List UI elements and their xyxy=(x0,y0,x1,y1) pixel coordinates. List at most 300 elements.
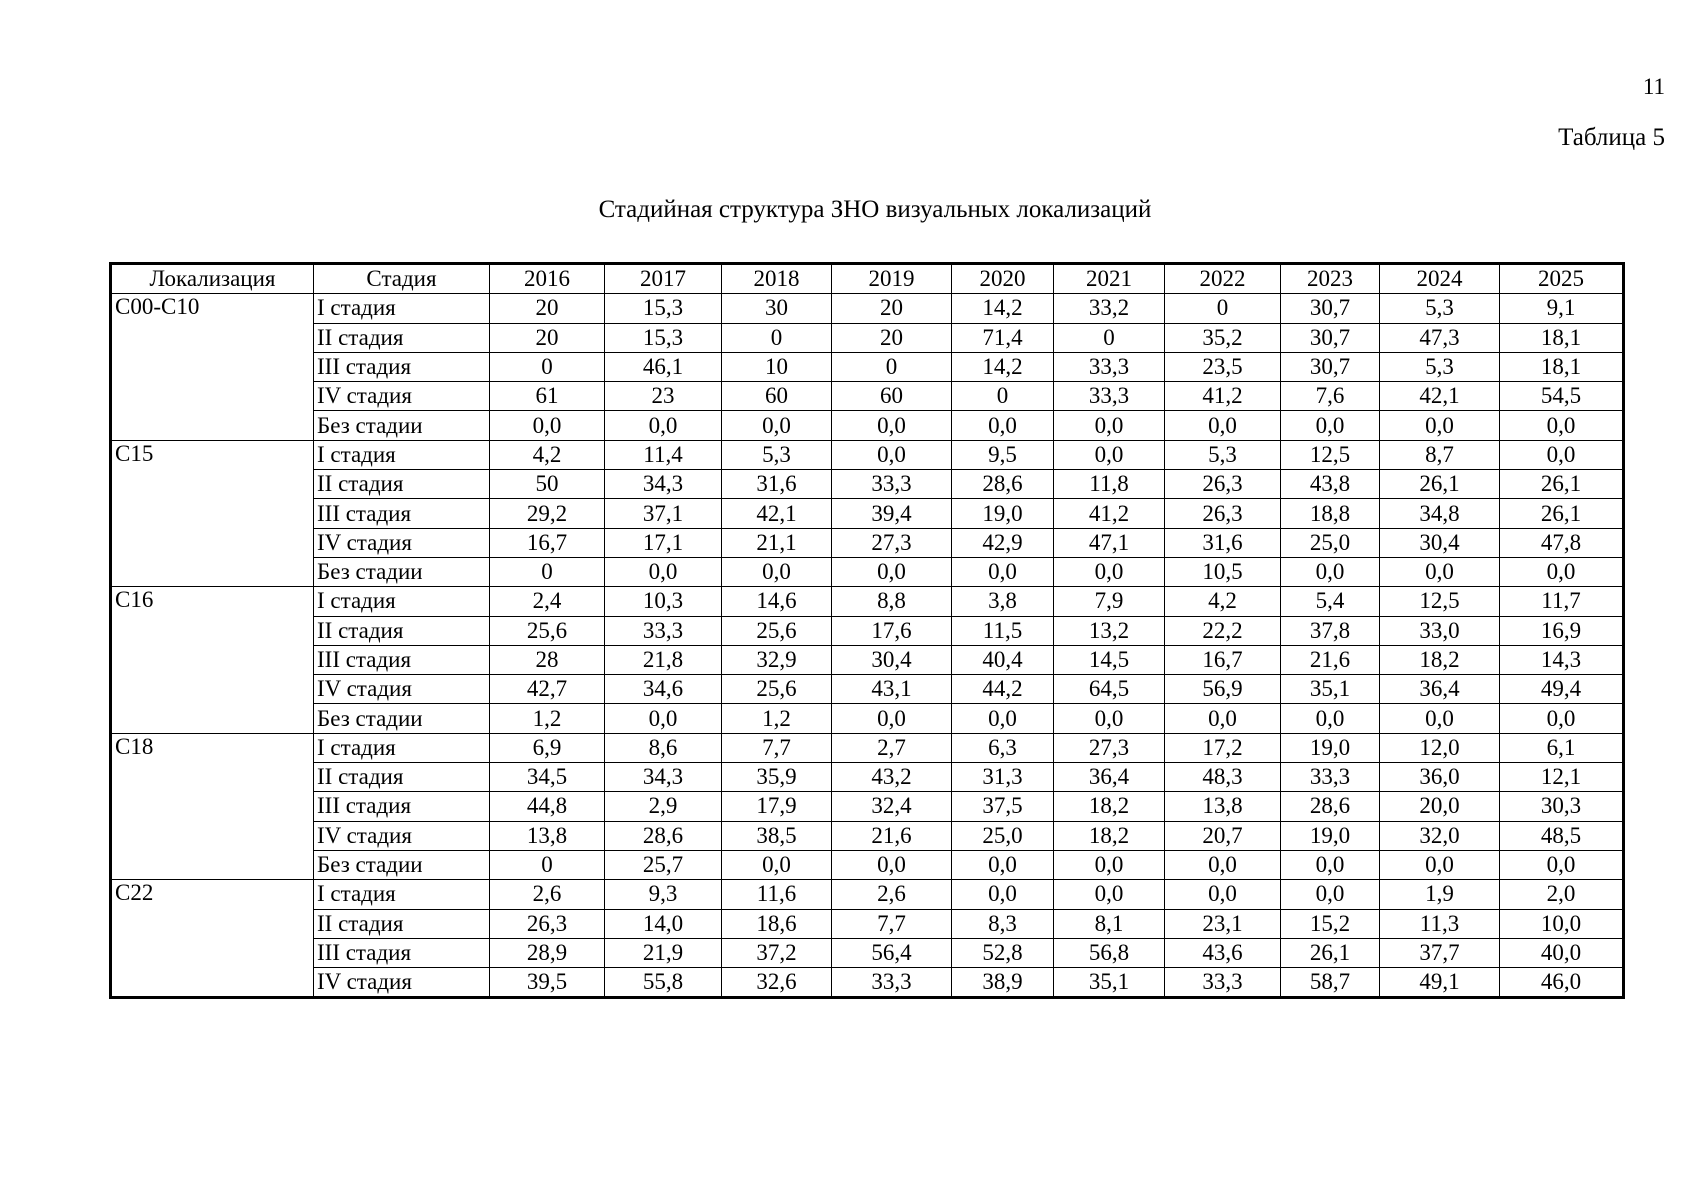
value-cell: 8,7 xyxy=(1380,440,1500,469)
value-cell: 49,1 xyxy=(1380,968,1500,998)
value-cell: 10,3 xyxy=(605,587,722,616)
stage-cell: IV стадия xyxy=(314,675,490,704)
value-cell: 26,1 xyxy=(1380,470,1500,499)
value-cell: 18,2 xyxy=(1380,645,1500,674)
value-cell: 0,0 xyxy=(1281,880,1380,909)
table-row xyxy=(111,470,1624,499)
stage-cell: I стадия xyxy=(314,440,490,469)
value-cell: 6,1 xyxy=(1500,733,1624,762)
value-cell: 44,2 xyxy=(952,675,1054,704)
value-cell: 0,0 xyxy=(952,411,1054,440)
value-cell: 28 xyxy=(490,645,605,674)
value-cell: 17,9 xyxy=(722,792,832,821)
value-cell: 0 xyxy=(490,352,605,381)
value-cell: 14,3 xyxy=(1500,645,1624,674)
value-cell: 0,0 xyxy=(832,850,952,879)
value-cell: 0,0 xyxy=(605,411,722,440)
localization-cell: С15 xyxy=(111,440,314,586)
value-cell: 0,0 xyxy=(1054,850,1165,879)
value-cell: 26,1 xyxy=(1500,499,1624,528)
stage-cell: III стадия xyxy=(314,352,490,381)
value-cell: 2,9 xyxy=(605,792,722,821)
value-cell: 4,2 xyxy=(490,440,605,469)
value-cell: 2,4 xyxy=(490,587,605,616)
value-cell: 0,0 xyxy=(1054,704,1165,733)
value-cell: 32,6 xyxy=(722,968,832,998)
value-cell: 18,1 xyxy=(1500,323,1624,352)
value-cell: 32,0 xyxy=(1380,821,1500,850)
value-cell: 56,4 xyxy=(832,938,952,967)
value-cell: 0,0 xyxy=(832,411,952,440)
value-cell: 0 xyxy=(952,382,1054,411)
table-header-row xyxy=(111,264,1624,294)
value-cell: 15,3 xyxy=(605,294,722,323)
value-cell: 44,8 xyxy=(490,792,605,821)
stage-cell: IV стадия xyxy=(314,528,490,557)
stage-cell: Без стадии xyxy=(314,557,490,586)
value-cell: 19,0 xyxy=(1281,733,1380,762)
table-row xyxy=(111,645,1624,674)
stage-cell: I стадия xyxy=(314,733,490,762)
localization-cell: С00-С10 xyxy=(111,294,314,440)
value-cell: 11,3 xyxy=(1380,909,1500,938)
value-cell: 0,0 xyxy=(1165,411,1281,440)
value-cell: 0 xyxy=(832,352,952,381)
value-cell: 26,3 xyxy=(1165,470,1281,499)
value-cell: 2,6 xyxy=(490,880,605,909)
value-cell: 32,9 xyxy=(722,645,832,674)
value-cell: 25,6 xyxy=(490,616,605,645)
value-cell: 0,0 xyxy=(1281,704,1380,733)
value-cell: 5,3 xyxy=(1380,352,1500,381)
value-cell: 0,0 xyxy=(722,411,832,440)
value-cell: 2,7 xyxy=(832,733,952,762)
value-cell: 0,0 xyxy=(1054,440,1165,469)
stage-cell: III стадия xyxy=(314,645,490,674)
value-cell: 0,0 xyxy=(605,704,722,733)
column-header: 2025 xyxy=(1500,264,1624,294)
table-row xyxy=(111,411,1624,440)
value-cell: 54,5 xyxy=(1500,382,1624,411)
value-cell: 0,0 xyxy=(1500,850,1624,879)
stage-cell: I стадия xyxy=(314,587,490,616)
value-cell: 43,2 xyxy=(832,763,952,792)
value-cell: 0,0 xyxy=(490,411,605,440)
value-cell: 26,1 xyxy=(1281,938,1380,967)
value-cell: 47,3 xyxy=(1380,323,1500,352)
column-header: 2017 xyxy=(605,264,722,294)
value-cell: 30,4 xyxy=(832,645,952,674)
value-cell: 36,0 xyxy=(1380,763,1500,792)
value-cell: 6,9 xyxy=(490,733,605,762)
value-cell: 0,0 xyxy=(1500,411,1624,440)
table-row xyxy=(111,938,1624,967)
value-cell: 8,8 xyxy=(832,587,952,616)
value-cell: 0,0 xyxy=(1500,704,1624,733)
value-cell: 0 xyxy=(490,557,605,586)
localization-cell: С16 xyxy=(111,587,314,733)
value-cell: 38,5 xyxy=(722,821,832,850)
table-row xyxy=(111,499,1624,528)
value-cell: 0 xyxy=(722,323,832,352)
value-cell: 21,6 xyxy=(832,821,952,850)
value-cell: 33,0 xyxy=(1380,616,1500,645)
value-cell: 37,1 xyxy=(605,499,722,528)
value-cell: 48,5 xyxy=(1500,821,1624,850)
value-cell: 34,3 xyxy=(605,470,722,499)
value-cell: 1,2 xyxy=(490,704,605,733)
value-cell: 21,9 xyxy=(605,938,722,967)
value-cell: 37,5 xyxy=(952,792,1054,821)
value-cell: 8,3 xyxy=(952,909,1054,938)
value-cell: 0,0 xyxy=(722,850,832,879)
value-cell: 0,0 xyxy=(1380,704,1500,733)
column-header: 2020 xyxy=(952,264,1054,294)
value-cell: 6,3 xyxy=(952,733,1054,762)
value-cell: 28,9 xyxy=(490,938,605,967)
value-cell: 28,6 xyxy=(605,821,722,850)
value-cell: 60 xyxy=(832,382,952,411)
value-cell: 12,0 xyxy=(1380,733,1500,762)
localization-cell: С22 xyxy=(111,880,314,998)
value-cell: 23 xyxy=(605,382,722,411)
stage-cell: IV стадия xyxy=(314,382,490,411)
value-cell: 4,2 xyxy=(1165,587,1281,616)
stage-cell: IV стадия xyxy=(314,821,490,850)
value-cell: 10,0 xyxy=(1500,909,1624,938)
value-cell: 42,7 xyxy=(490,675,605,704)
value-cell: 37,8 xyxy=(1281,616,1380,645)
value-cell: 34,3 xyxy=(605,763,722,792)
value-cell: 20 xyxy=(490,323,605,352)
value-cell: 0,0 xyxy=(832,440,952,469)
page-number: 11 xyxy=(1642,74,1665,99)
value-cell: 0,0 xyxy=(1380,557,1500,586)
value-cell: 16,7 xyxy=(490,528,605,557)
value-cell: 25,7 xyxy=(605,850,722,879)
value-cell: 14,6 xyxy=(722,587,832,616)
column-header: 2023 xyxy=(1281,264,1380,294)
value-cell: 30,4 xyxy=(1380,528,1500,557)
table-label: Таблица 5 xyxy=(1558,124,1665,151)
value-cell: 58,7 xyxy=(1281,968,1380,998)
value-cell: 32,4 xyxy=(832,792,952,821)
value-cell: 0,0 xyxy=(1165,850,1281,879)
value-cell: 10,5 xyxy=(1165,557,1281,586)
stage-cell: Без стадии xyxy=(314,850,490,879)
value-cell: 14,2 xyxy=(952,294,1054,323)
value-cell: 15,2 xyxy=(1281,909,1380,938)
stage-cell: II стадия xyxy=(314,909,490,938)
value-cell: 60 xyxy=(722,382,832,411)
value-cell: 42,1 xyxy=(722,499,832,528)
value-cell: 0,0 xyxy=(832,557,952,586)
value-cell: 12,5 xyxy=(1380,587,1500,616)
value-cell: 8,6 xyxy=(605,733,722,762)
value-cell: 0 xyxy=(490,850,605,879)
value-cell: 20,0 xyxy=(1380,792,1500,821)
value-cell: 36,4 xyxy=(1380,675,1500,704)
value-cell: 18,6 xyxy=(722,909,832,938)
value-cell: 18,8 xyxy=(1281,499,1380,528)
stage-cell: III стадия xyxy=(314,792,490,821)
table-row xyxy=(111,294,1624,323)
value-cell: 30 xyxy=(722,294,832,323)
column-header: 2024 xyxy=(1380,264,1500,294)
value-cell: 5,4 xyxy=(1281,587,1380,616)
value-cell: 35,1 xyxy=(1281,675,1380,704)
stage-cell: II стадия xyxy=(314,323,490,352)
value-cell: 17,6 xyxy=(832,616,952,645)
value-cell: 43,1 xyxy=(832,675,952,704)
value-cell: 55,8 xyxy=(605,968,722,998)
value-cell: 0,0 xyxy=(952,850,1054,879)
table-row xyxy=(111,440,1624,469)
stage-cell: I стадия xyxy=(314,880,490,909)
value-cell: 26,3 xyxy=(490,909,605,938)
value-cell: 0,0 xyxy=(1054,411,1165,440)
stage-cell: III стадия xyxy=(314,938,490,967)
value-cell: 42,1 xyxy=(1380,382,1500,411)
value-cell: 9,3 xyxy=(605,880,722,909)
value-cell: 5,3 xyxy=(1165,440,1281,469)
value-cell: 1,9 xyxy=(1380,880,1500,909)
value-cell: 18,2 xyxy=(1054,792,1165,821)
value-cell: 64,5 xyxy=(1054,675,1165,704)
value-cell: 30,7 xyxy=(1281,323,1380,352)
table-body xyxy=(111,294,1624,998)
value-cell: 11,4 xyxy=(605,440,722,469)
value-cell: 39,5 xyxy=(490,968,605,998)
value-cell: 20 xyxy=(832,323,952,352)
value-cell: 33,3 xyxy=(1165,968,1281,998)
value-cell: 47,8 xyxy=(1500,528,1624,557)
value-cell: 0 xyxy=(1054,323,1165,352)
value-cell: 16,9 xyxy=(1500,616,1624,645)
table-row xyxy=(111,968,1624,998)
value-cell: 0,0 xyxy=(1281,411,1380,440)
value-cell: 38,9 xyxy=(952,968,1054,998)
table-row xyxy=(111,675,1624,704)
value-cell: 21,6 xyxy=(1281,645,1380,674)
value-cell: 40,0 xyxy=(1500,938,1624,967)
value-cell: 9,1 xyxy=(1500,294,1624,323)
table-row xyxy=(111,323,1624,352)
table-row xyxy=(111,909,1624,938)
value-cell: 31,6 xyxy=(722,470,832,499)
table-row xyxy=(111,763,1624,792)
value-cell: 0,0 xyxy=(1054,557,1165,586)
value-cell: 33,2 xyxy=(1054,294,1165,323)
value-cell: 23,5 xyxy=(1165,352,1281,381)
value-cell: 33,3 xyxy=(832,968,952,998)
value-cell: 0,0 xyxy=(1165,704,1281,733)
value-cell: 0,0 xyxy=(1380,411,1500,440)
table-row xyxy=(111,880,1624,909)
value-cell: 31,3 xyxy=(952,763,1054,792)
value-cell: 61 xyxy=(490,382,605,411)
value-cell: 25,0 xyxy=(952,821,1054,850)
column-header: 2016 xyxy=(490,264,605,294)
value-cell: 35,9 xyxy=(722,763,832,792)
value-cell: 12,5 xyxy=(1281,440,1380,469)
value-cell: 0 xyxy=(1165,294,1281,323)
table-row xyxy=(111,616,1624,645)
value-cell: 40,4 xyxy=(952,645,1054,674)
value-cell: 30,7 xyxy=(1281,294,1380,323)
table-title: Стадийная структура ЗНО визуальных локализаций xyxy=(598,196,1152,223)
value-cell: 23,1 xyxy=(1165,909,1281,938)
column-header: 2021 xyxy=(1054,264,1165,294)
value-cell: 33,3 xyxy=(1054,352,1165,381)
value-cell: 34,5 xyxy=(490,763,605,792)
stage-cell: II стадия xyxy=(314,470,490,499)
value-cell: 12,1 xyxy=(1500,763,1624,792)
value-cell: 7,6 xyxy=(1281,382,1380,411)
column-header: 2019 xyxy=(832,264,952,294)
value-cell: 13,2 xyxy=(1054,616,1165,645)
value-cell: 5,3 xyxy=(722,440,832,469)
value-cell: 17,2 xyxy=(1165,733,1281,762)
value-cell: 20 xyxy=(832,294,952,323)
value-cell: 39,4 xyxy=(832,499,952,528)
value-cell: 7,9 xyxy=(1054,587,1165,616)
value-cell: 19,0 xyxy=(952,499,1054,528)
value-cell: 33,3 xyxy=(605,616,722,645)
stage-cell: II стадия xyxy=(314,763,490,792)
stage-cell: Без стадии xyxy=(314,411,490,440)
value-cell: 41,2 xyxy=(1054,499,1165,528)
table-row xyxy=(111,382,1624,411)
value-cell: 0,0 xyxy=(1380,850,1500,879)
value-cell: 8,1 xyxy=(1054,909,1165,938)
value-cell: 0,0 xyxy=(952,557,1054,586)
value-cell: 29,2 xyxy=(490,499,605,528)
value-cell: 46,1 xyxy=(605,352,722,381)
value-cell: 25,0 xyxy=(1281,528,1380,557)
value-cell: 43,8 xyxy=(1281,470,1380,499)
value-cell: 56,8 xyxy=(1054,938,1165,967)
stage-cell: III стадия xyxy=(314,499,490,528)
localization-cell: С18 xyxy=(111,733,314,879)
value-cell: 14,0 xyxy=(605,909,722,938)
stage-cell: IV стадия xyxy=(314,968,490,998)
value-cell: 37,2 xyxy=(722,938,832,967)
value-cell: 28,6 xyxy=(1281,792,1380,821)
value-cell: 33,3 xyxy=(832,470,952,499)
value-cell: 0,0 xyxy=(1500,440,1624,469)
table-row xyxy=(111,792,1624,821)
value-cell: 20 xyxy=(490,294,605,323)
value-cell: 11,7 xyxy=(1500,587,1624,616)
value-cell: 31,6 xyxy=(1165,528,1281,557)
value-cell: 7,7 xyxy=(832,909,952,938)
stage-structure-table xyxy=(109,262,1625,999)
stage-cell: I стадия xyxy=(314,294,490,323)
value-cell: 0,0 xyxy=(1054,880,1165,909)
value-cell: 35,1 xyxy=(1054,968,1165,998)
value-cell: 30,7 xyxy=(1281,352,1380,381)
table-row xyxy=(111,587,1624,616)
value-cell: 0,0 xyxy=(952,880,1054,909)
value-cell: 18,1 xyxy=(1500,352,1624,381)
value-cell: 0,0 xyxy=(605,557,722,586)
value-cell: 26,3 xyxy=(1165,499,1281,528)
value-cell: 7,7 xyxy=(722,733,832,762)
value-cell: 48,3 xyxy=(1165,763,1281,792)
table-row xyxy=(111,528,1624,557)
value-cell: 49,4 xyxy=(1500,675,1624,704)
table-row xyxy=(111,352,1624,381)
value-cell: 41,2 xyxy=(1165,382,1281,411)
value-cell: 10 xyxy=(722,352,832,381)
value-cell: 26,1 xyxy=(1500,470,1624,499)
value-cell: 13,8 xyxy=(490,821,605,850)
value-cell: 71,4 xyxy=(952,323,1054,352)
value-cell: 2,0 xyxy=(1500,880,1624,909)
value-cell: 36,4 xyxy=(1054,763,1165,792)
value-cell: 13,8 xyxy=(1165,792,1281,821)
value-cell: 9,5 xyxy=(952,440,1054,469)
value-cell: 18,2 xyxy=(1054,821,1165,850)
value-cell: 28,6 xyxy=(952,470,1054,499)
table-row xyxy=(111,704,1624,733)
column-header: 2022 xyxy=(1165,264,1281,294)
value-cell: 0,0 xyxy=(1281,557,1380,586)
value-cell: 0,0 xyxy=(722,557,832,586)
table-row xyxy=(111,850,1624,879)
value-cell: 37,7 xyxy=(1380,938,1500,967)
value-cell: 20,7 xyxy=(1165,821,1281,850)
value-cell: 21,8 xyxy=(605,645,722,674)
value-cell: 3,8 xyxy=(952,587,1054,616)
value-cell: 22,2 xyxy=(1165,616,1281,645)
value-cell: 17,1 xyxy=(605,528,722,557)
value-cell: 50 xyxy=(490,470,605,499)
value-cell: 33,3 xyxy=(1054,382,1165,411)
value-cell: 0,0 xyxy=(952,704,1054,733)
value-cell: 11,6 xyxy=(722,880,832,909)
value-cell: 47,1 xyxy=(1054,528,1165,557)
value-cell: 2,6 xyxy=(832,880,952,909)
column-header: 2018 xyxy=(722,264,832,294)
value-cell: 25,6 xyxy=(722,675,832,704)
value-cell: 52,8 xyxy=(952,938,1054,967)
table-row xyxy=(111,821,1624,850)
table-row xyxy=(111,557,1624,586)
stage-cell: Без стадии xyxy=(314,704,490,733)
value-cell: 0,0 xyxy=(1165,880,1281,909)
value-cell: 15,3 xyxy=(605,323,722,352)
value-cell: 27,3 xyxy=(832,528,952,557)
column-header: Стадия xyxy=(314,264,490,294)
value-cell: 16,7 xyxy=(1165,645,1281,674)
value-cell: 27,3 xyxy=(1054,733,1165,762)
value-cell: 1,2 xyxy=(722,704,832,733)
value-cell: 19,0 xyxy=(1281,821,1380,850)
value-cell: 5,3 xyxy=(1380,294,1500,323)
value-cell: 0,0 xyxy=(1500,557,1624,586)
value-cell: 21,1 xyxy=(722,528,832,557)
value-cell: 11,8 xyxy=(1054,470,1165,499)
value-cell: 0,0 xyxy=(1281,850,1380,879)
value-cell: 56,9 xyxy=(1165,675,1281,704)
value-cell: 11,5 xyxy=(952,616,1054,645)
value-cell: 33,3 xyxy=(1281,763,1380,792)
column-header: Локализация xyxy=(111,264,314,294)
value-cell: 34,8 xyxy=(1380,499,1500,528)
value-cell: 34,6 xyxy=(605,675,722,704)
